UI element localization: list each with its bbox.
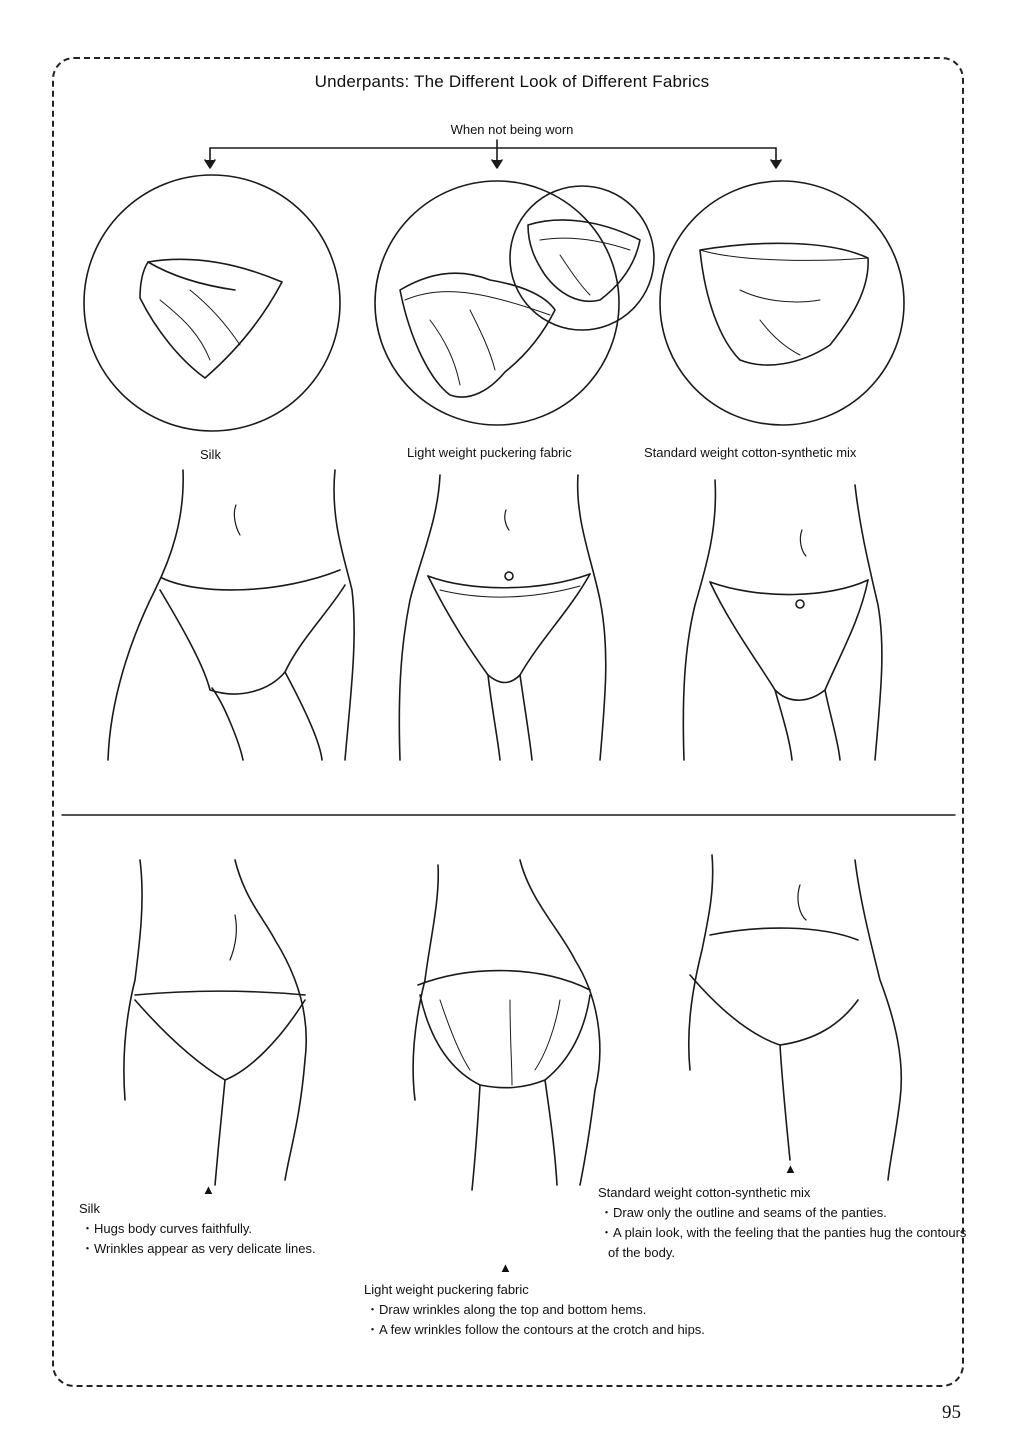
note-standard-bullet-text: A plain look, with the feeling that the panties hug the contours of the body.: [608, 1225, 967, 1260]
bullet-mark: ・: [81, 1221, 95, 1236]
note-silk-bullet-text: Wrinkles appear as very delicate lines.: [94, 1241, 316, 1256]
page-number: 95: [942, 1402, 961, 1423]
bullet-mark: ・: [600, 1205, 614, 1220]
bullet-mark: ・: [366, 1322, 380, 1337]
page-title: Underpants: The Different Look of Different Fabrics: [314, 72, 710, 91]
note-silk-bullet: [79, 1239, 379, 1259]
note-standard-bullet-text: Draw only the outline and seams of the panties.: [613, 1205, 887, 1220]
caption-light: Light weight puckering fabric: [407, 445, 572, 460]
bullet-mark: ・: [81, 1241, 95, 1256]
silk-front-illustration: [108, 470, 354, 760]
note-light-bullet-text: Draw wrinkles along the top and bottom hems.: [379, 1302, 647, 1317]
note-standard: [598, 1183, 968, 1263]
light-back-illustration: [413, 860, 600, 1190]
note-standard-heading: Standard weight cotton-synthetic mix: [598, 1185, 811, 1200]
pointer-standard: ▲: [784, 1161, 797, 1176]
silk-flat-illustration: [84, 175, 340, 431]
note-standard-bullet: [598, 1223, 968, 1263]
note-silk-heading: Silk: [79, 1201, 100, 1216]
note-silk-bullet: [79, 1219, 379, 1239]
note-standard-bullet: [598, 1203, 968, 1223]
light-flat-illustration: [375, 181, 654, 425]
silk-back-illustration: [124, 860, 306, 1185]
bullet-mark: ・: [366, 1302, 380, 1317]
caption-silk: Silk: [200, 447, 221, 462]
note-light-bullet: [364, 1320, 724, 1340]
standard-front-illustration: [683, 480, 882, 760]
standard-flat-illustration: [660, 181, 904, 425]
subtitle-when-not-worn: When not being worn: [450, 122, 574, 137]
bullet-mark: ・: [600, 1225, 614, 1240]
note-silk-bullet-text: Hugs body curves faithfully.: [94, 1221, 253, 1236]
caption-standard: Standard weight cotton-synthetic mix: [644, 445, 857, 460]
bracket-arrows: [205, 140, 781, 168]
note-light-bullet-text: A few wrinkles follow the contours at the crotch and hips.: [379, 1322, 705, 1337]
light-front-illustration: [399, 475, 605, 760]
note-light-heading: Light weight puckering fabric: [364, 1282, 529, 1297]
pointer-silk: ▲: [202, 1182, 215, 1197]
note-light: [364, 1280, 724, 1340]
note-silk: [79, 1199, 379, 1259]
standard-back-illustration: [689, 855, 902, 1180]
pointer-light: ▲: [499, 1260, 512, 1275]
note-light-bullet: [364, 1300, 724, 1320]
